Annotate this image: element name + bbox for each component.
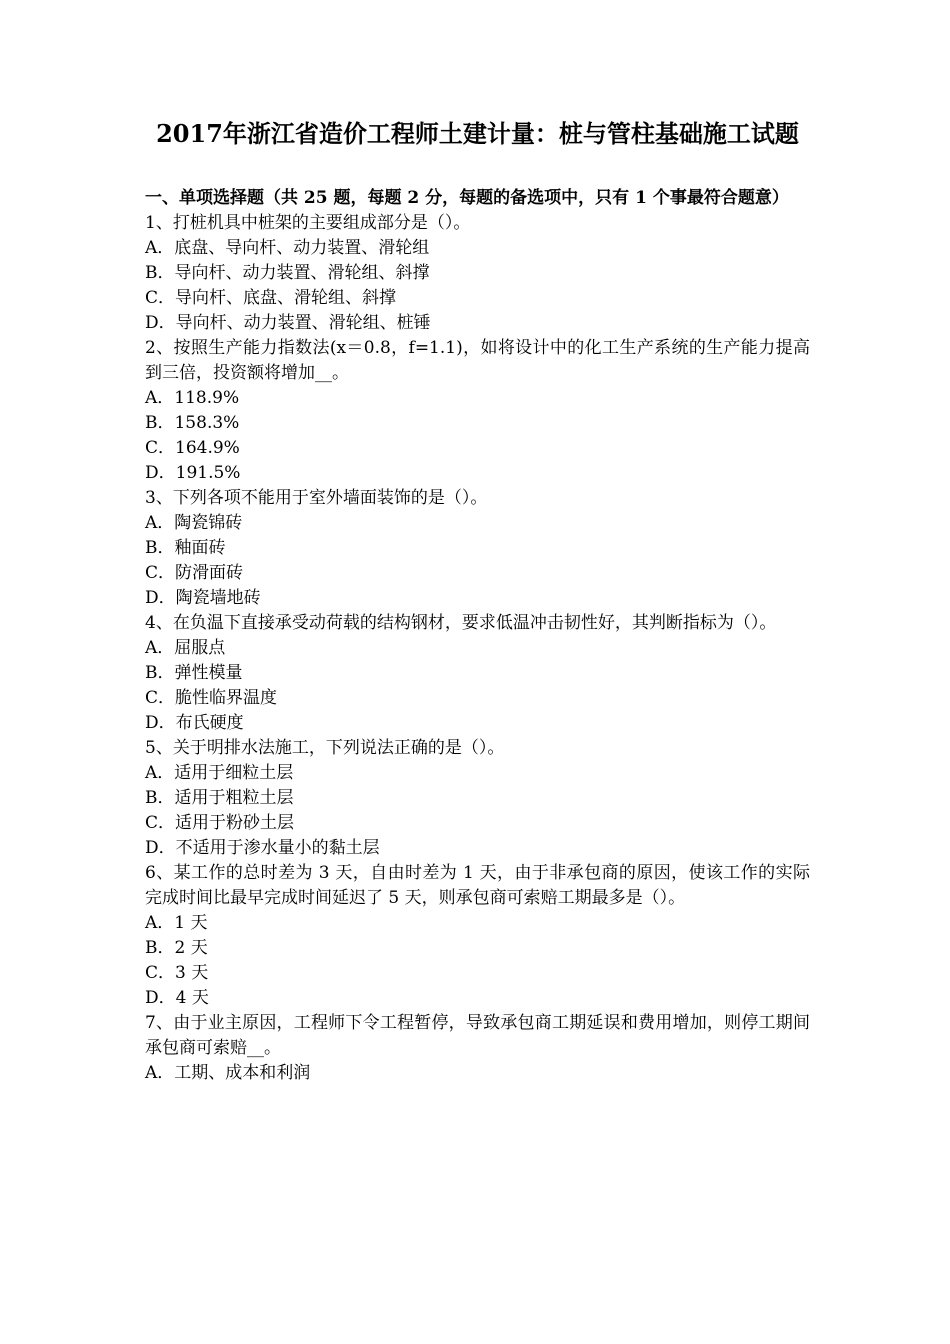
- question-3: [145, 486, 810, 611]
- option-d: D．导向杆、动力装置、滑轮组、桩锤: [145, 313, 431, 333]
- question-text: 5、关于明排水法施工，下列说法正确的是（）。: [145, 738, 505, 758]
- option-b: B．釉面砖: [145, 538, 226, 558]
- option-d: D．4 天: [145, 988, 209, 1008]
- option-a: A．陶瓷锦砖: [145, 513, 243, 533]
- option-d: D．陶瓷墙地砖: [145, 588, 261, 608]
- option-a: A．底盘、导向杆、动力装置、滑轮组: [145, 238, 430, 258]
- option-c: C．导向杆、底盘、滑轮组、斜撑: [145, 288, 397, 308]
- option-c: C．3 天: [145, 963, 209, 983]
- option-a: A．适用于细粒土层: [145, 763, 294, 783]
- option-a: A．118.9%: [145, 388, 240, 408]
- question-text: 6、某工作的总时差为 3 天，自由时差为 1 天，由于非承包商的原因，使该工作的实际完成时间比最早完成时间延迟了 5 天，则承包商可索赔工期最多是（）。: [145, 863, 810, 908]
- option-a: A．工期、成本和利润: [145, 1063, 311, 1083]
- option-d: D．191.5%: [145, 463, 241, 483]
- option-b: B．2 天: [145, 938, 208, 958]
- question-1: [145, 211, 810, 336]
- question-text: 1、打桩机具中桩架的主要组成部分是（）。: [145, 213, 471, 233]
- option-b: B．导向杆、动力装置、滑轮组、斜撑: [145, 263, 430, 283]
- question-text: 2、按照生产能力指数法(x＝0.8，f=1.1)，如将设计中的化工生产系统的生产能力提高到三倍，投资额将增加__。: [145, 338, 810, 383]
- option-b: B．158.3%: [145, 413, 240, 433]
- question-6: [145, 861, 810, 1011]
- question-text: 4、在负温下直接承受动荷载的结构钢材，要求低温冲击韧性好，其判断指标为（）。: [145, 613, 777, 633]
- section-heading: 一、单项选择题（共 25 题，每题 2 分，每题的备选项中，只有 1 个事最符合题意）: [145, 188, 789, 208]
- option-a: A．1 天: [145, 913, 208, 933]
- question-text: 7、由于业主原因，工程师下令工程暂停，导致承包商工期延误和费用增加，则停工期间承包商可索赔__。: [145, 1013, 810, 1058]
- question-7: [145, 1011, 810, 1086]
- option-c: C．脆性临界温度: [145, 688, 278, 708]
- option-c: C．防滑面砖: [145, 563, 244, 583]
- option-b: B．适用于粗粒土层: [145, 788, 294, 808]
- option-d: D．布氏硬度: [145, 713, 244, 733]
- option-c: C．适用于粉砂土层: [145, 813, 295, 833]
- option-a: A．屈服点: [145, 638, 226, 658]
- question-4: [145, 611, 810, 736]
- document-page: [145, 110, 810, 1086]
- option-c: C．164.9%: [145, 438, 240, 458]
- question-text: 3、下列各项不能用于室外墙面装饰的是（）。: [145, 488, 488, 508]
- question-2: [145, 336, 810, 486]
- question-5: [145, 736, 810, 861]
- option-d: D．不适用于渗水量小的黏土层: [145, 838, 380, 858]
- document-title: 2017年浙江省造价工程师土建计量：桩与管柱基础施工试题: [156, 119, 799, 148]
- option-b: B．弹性模量: [145, 663, 243, 683]
